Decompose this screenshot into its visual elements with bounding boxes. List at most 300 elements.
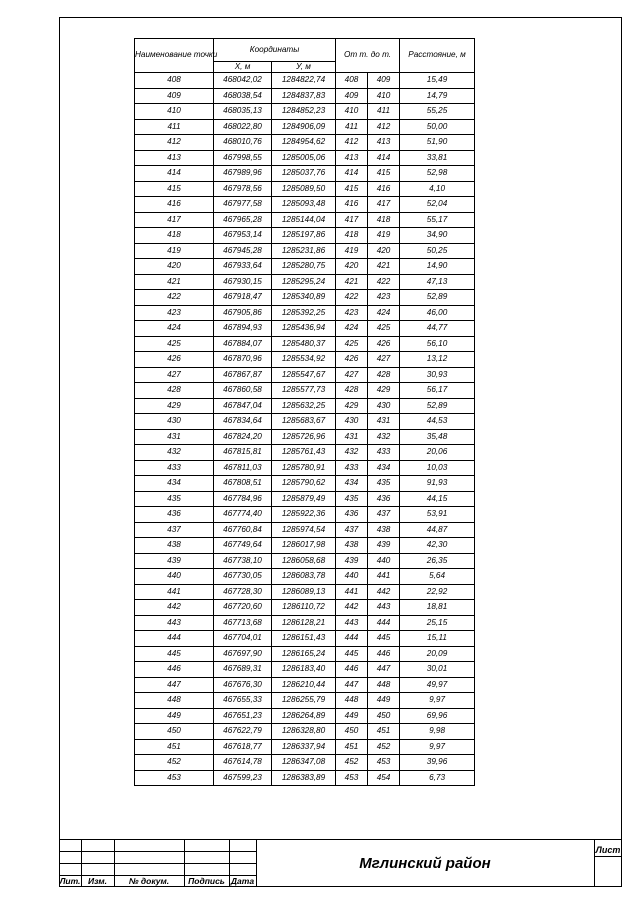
x-cell: 468010,76 xyxy=(214,135,272,151)
to-cell: 414 xyxy=(368,150,400,166)
to-cell: 431 xyxy=(368,414,400,430)
table-row xyxy=(135,445,475,461)
distance-cell: 22,92 xyxy=(400,584,475,600)
x-cell: 467676,30 xyxy=(214,677,272,693)
to-cell: 418 xyxy=(368,212,400,228)
distance-cell: 4,10 xyxy=(400,181,475,197)
distance-cell: 9,98 xyxy=(400,724,475,740)
point-cell: 409 xyxy=(135,88,214,104)
point-cell: 417 xyxy=(135,212,214,228)
point-cell: 449 xyxy=(135,708,214,724)
from-cell: 449 xyxy=(336,708,368,724)
header-from-to: От т. до т. xyxy=(336,39,400,73)
x-cell: 467760,84 xyxy=(214,522,272,538)
table-row xyxy=(135,398,475,414)
from-cell: 420 xyxy=(336,259,368,275)
table-row xyxy=(135,507,475,523)
header-y: У, м xyxy=(272,62,336,73)
point-cell: 424 xyxy=(135,321,214,337)
table-row xyxy=(135,476,475,492)
from-cell: 442 xyxy=(336,600,368,616)
from-cell: 428 xyxy=(336,383,368,399)
point-cell: 448 xyxy=(135,693,214,709)
y-cell: 1286328,80 xyxy=(272,724,336,740)
y-cell: 1286383,89 xyxy=(272,770,336,786)
to-cell: 417 xyxy=(368,197,400,213)
to-cell: 443 xyxy=(368,600,400,616)
y-cell: 1285790,62 xyxy=(272,476,336,492)
x-cell: 467618,77 xyxy=(214,739,272,755)
table-row xyxy=(135,352,475,368)
from-cell: 437 xyxy=(336,522,368,538)
table-row xyxy=(135,290,475,306)
table-row xyxy=(135,615,475,631)
from-cell: 443 xyxy=(336,615,368,631)
from-cell: 430 xyxy=(336,414,368,430)
from-cell: 419 xyxy=(336,243,368,259)
y-cell: 1284906,09 xyxy=(272,119,336,135)
to-cell: 436 xyxy=(368,491,400,507)
point-cell: 452 xyxy=(135,755,214,771)
y-cell: 1285231,86 xyxy=(272,243,336,259)
distance-cell: 14,79 xyxy=(400,88,475,104)
to-cell: 452 xyxy=(368,739,400,755)
from-cell: 423 xyxy=(336,305,368,321)
table-row xyxy=(135,631,475,647)
point-cell: 422 xyxy=(135,290,214,306)
distance-cell: 39,96 xyxy=(400,755,475,771)
x-cell: 467689,31 xyxy=(214,662,272,678)
to-cell: 423 xyxy=(368,290,400,306)
stamp-line xyxy=(59,863,256,864)
y-cell: 1285780,91 xyxy=(272,460,336,476)
to-cell: 438 xyxy=(368,522,400,538)
y-cell: 1286128,21 xyxy=(272,615,336,631)
distance-cell: 18,81 xyxy=(400,600,475,616)
x-cell: 467614,78 xyxy=(214,755,272,771)
y-cell: 1285436,94 xyxy=(272,321,336,337)
x-cell: 467599,23 xyxy=(214,770,272,786)
to-cell: 429 xyxy=(368,383,400,399)
table-row xyxy=(135,274,475,290)
to-cell: 441 xyxy=(368,569,400,585)
table-row xyxy=(135,119,475,135)
x-cell: 467978,56 xyxy=(214,181,272,197)
from-cell: 453 xyxy=(336,770,368,786)
x-cell: 467730,05 xyxy=(214,569,272,585)
x-cell: 468022,80 xyxy=(214,119,272,135)
distance-cell: 20,06 xyxy=(400,445,475,461)
table-row xyxy=(135,414,475,430)
y-cell: 1285093,48 xyxy=(272,197,336,213)
distance-cell: 25,15 xyxy=(400,615,475,631)
point-cell: 433 xyxy=(135,460,214,476)
point-cell: 441 xyxy=(135,584,214,600)
distance-cell: 44,53 xyxy=(400,414,475,430)
table-row xyxy=(135,708,475,724)
table-row xyxy=(135,367,475,383)
to-cell: 422 xyxy=(368,274,400,290)
stamp-line xyxy=(59,851,256,852)
distance-cell: 26,35 xyxy=(400,553,475,569)
point-cell: 412 xyxy=(135,135,214,151)
to-cell: 439 xyxy=(368,538,400,554)
y-cell: 1285197,86 xyxy=(272,228,336,244)
point-cell: 450 xyxy=(135,724,214,740)
table-row xyxy=(135,88,475,104)
table-row xyxy=(135,491,475,507)
to-cell: 419 xyxy=(368,228,400,244)
table-row xyxy=(135,770,475,786)
point-cell: 440 xyxy=(135,569,214,585)
y-cell: 1284954,62 xyxy=(272,135,336,151)
title-block xyxy=(59,839,622,887)
y-cell: 1284852,23 xyxy=(272,104,336,120)
from-cell: 410 xyxy=(336,104,368,120)
y-cell: 1285547,67 xyxy=(272,367,336,383)
to-cell: 420 xyxy=(368,243,400,259)
to-cell: 440 xyxy=(368,553,400,569)
x-cell: 467989,96 xyxy=(214,166,272,182)
y-cell: 1286255,79 xyxy=(272,693,336,709)
to-cell: 421 xyxy=(368,259,400,275)
y-cell: 1286347,08 xyxy=(272,755,336,771)
point-cell: 425 xyxy=(135,336,214,352)
to-cell: 413 xyxy=(368,135,400,151)
y-cell: 1284822,74 xyxy=(272,73,336,89)
distance-cell: 15,49 xyxy=(400,73,475,89)
from-cell: 417 xyxy=(336,212,368,228)
x-cell: 467953,14 xyxy=(214,228,272,244)
stamp-sheet-label: Лист xyxy=(595,845,621,855)
x-cell: 467749,64 xyxy=(214,538,272,554)
to-cell: 415 xyxy=(368,166,400,182)
point-cell: 439 xyxy=(135,553,214,569)
to-cell: 411 xyxy=(368,104,400,120)
y-cell: 1285632,25 xyxy=(272,398,336,414)
table-row xyxy=(135,584,475,600)
distance-cell: 44,87 xyxy=(400,522,475,538)
to-cell: 434 xyxy=(368,460,400,476)
stamp-label-change: Изм. xyxy=(88,876,107,886)
from-cell: 408 xyxy=(336,73,368,89)
table-row xyxy=(135,460,475,476)
x-cell: 467728,30 xyxy=(214,584,272,600)
y-cell: 1285340,89 xyxy=(272,290,336,306)
to-cell: 454 xyxy=(368,770,400,786)
to-cell: 409 xyxy=(368,73,400,89)
distance-cell: 35,48 xyxy=(400,429,475,445)
point-cell: 444 xyxy=(135,631,214,647)
from-cell: 451 xyxy=(336,739,368,755)
y-cell: 1286151,43 xyxy=(272,631,336,647)
point-cell: 438 xyxy=(135,538,214,554)
from-cell: 441 xyxy=(336,584,368,600)
distance-cell: 42,30 xyxy=(400,538,475,554)
y-cell: 1285392,25 xyxy=(272,305,336,321)
point-cell: 428 xyxy=(135,383,214,399)
table-row xyxy=(135,212,475,228)
header-coordinates: Координаты xyxy=(214,39,336,62)
y-cell: 1285005,06 xyxy=(272,150,336,166)
distance-cell: 33,81 xyxy=(400,150,475,166)
point-cell: 408 xyxy=(135,73,214,89)
table-row xyxy=(135,135,475,151)
point-cell: 416 xyxy=(135,197,214,213)
point-cell: 420 xyxy=(135,259,214,275)
distance-cell: 30,93 xyxy=(400,367,475,383)
point-cell: 442 xyxy=(135,600,214,616)
from-cell: 421 xyxy=(336,274,368,290)
distance-cell: 30,01 xyxy=(400,662,475,678)
x-cell: 467870,96 xyxy=(214,352,272,368)
x-cell: 468042,02 xyxy=(214,73,272,89)
table-row xyxy=(135,677,475,693)
point-cell: 419 xyxy=(135,243,214,259)
point-cell: 429 xyxy=(135,398,214,414)
distance-cell: 47,13 xyxy=(400,274,475,290)
y-cell: 1285534,92 xyxy=(272,352,336,368)
to-cell: 446 xyxy=(368,646,400,662)
to-cell: 410 xyxy=(368,88,400,104)
from-cell: 413 xyxy=(336,150,368,166)
from-cell: 433 xyxy=(336,460,368,476)
distance-cell: 50,25 xyxy=(400,243,475,259)
x-cell: 467905,86 xyxy=(214,305,272,321)
to-cell: 412 xyxy=(368,119,400,135)
distance-cell: 13,12 xyxy=(400,352,475,368)
point-cell: 432 xyxy=(135,445,214,461)
to-cell: 433 xyxy=(368,445,400,461)
table-row xyxy=(135,755,475,771)
distance-cell: 9,97 xyxy=(400,739,475,755)
y-cell: 1285577,73 xyxy=(272,383,336,399)
point-cell: 423 xyxy=(135,305,214,321)
to-cell: 428 xyxy=(368,367,400,383)
point-cell: 453 xyxy=(135,770,214,786)
x-cell: 467933,64 xyxy=(214,259,272,275)
from-cell: 434 xyxy=(336,476,368,492)
from-cell: 446 xyxy=(336,662,368,678)
table-row xyxy=(135,724,475,740)
distance-cell: 91,93 xyxy=(400,476,475,492)
from-cell: 436 xyxy=(336,507,368,523)
x-cell: 467738,10 xyxy=(214,553,272,569)
table-row xyxy=(135,321,475,337)
distance-cell: 69,96 xyxy=(400,708,475,724)
y-cell: 1285037,76 xyxy=(272,166,336,182)
from-cell: 444 xyxy=(336,631,368,647)
table-row xyxy=(135,166,475,182)
x-cell: 467713,68 xyxy=(214,615,272,631)
table-row xyxy=(135,569,475,585)
distance-cell: 44,77 xyxy=(400,321,475,337)
x-cell: 467808,51 xyxy=(214,476,272,492)
stamp-title: Мглинский район xyxy=(359,854,491,872)
table-row xyxy=(135,150,475,166)
table-row xyxy=(135,739,475,755)
table-row xyxy=(135,429,475,445)
distance-cell: 14,90 xyxy=(400,259,475,275)
from-cell: 418 xyxy=(336,228,368,244)
x-cell: 467834,64 xyxy=(214,414,272,430)
from-cell: 414 xyxy=(336,166,368,182)
distance-cell: 46,00 xyxy=(400,305,475,321)
from-cell: 450 xyxy=(336,724,368,740)
x-cell: 467651,23 xyxy=(214,708,272,724)
y-cell: 1286264,89 xyxy=(272,708,336,724)
point-cell: 436 xyxy=(135,507,214,523)
from-cell: 440 xyxy=(336,569,368,585)
point-cell: 413 xyxy=(135,150,214,166)
point-cell: 430 xyxy=(135,414,214,430)
table-row xyxy=(135,693,475,709)
from-cell: 427 xyxy=(336,367,368,383)
from-cell: 429 xyxy=(336,398,368,414)
y-cell: 1286083,78 xyxy=(272,569,336,585)
to-cell: 449 xyxy=(368,693,400,709)
x-cell: 467815,81 xyxy=(214,445,272,461)
from-cell: 447 xyxy=(336,677,368,693)
from-cell: 426 xyxy=(336,352,368,368)
distance-cell: 44,15 xyxy=(400,491,475,507)
table-row xyxy=(135,336,475,352)
x-cell: 467704,01 xyxy=(214,631,272,647)
to-cell: 444 xyxy=(368,615,400,631)
x-cell: 467860,58 xyxy=(214,383,272,399)
point-cell: 410 xyxy=(135,104,214,120)
from-cell: 438 xyxy=(336,538,368,554)
table-row xyxy=(135,104,475,120)
y-cell: 1286017,98 xyxy=(272,538,336,554)
x-cell: 467977,58 xyxy=(214,197,272,213)
table-row xyxy=(135,305,475,321)
distance-cell: 9,97 xyxy=(400,693,475,709)
to-cell: 424 xyxy=(368,305,400,321)
x-cell: 468035,13 xyxy=(214,104,272,120)
distance-cell: 20,09 xyxy=(400,646,475,662)
table-row xyxy=(135,662,475,678)
point-cell: 451 xyxy=(135,739,214,755)
to-cell: 426 xyxy=(368,336,400,352)
x-cell: 467720,60 xyxy=(214,600,272,616)
y-cell: 1286110,72 xyxy=(272,600,336,616)
distance-cell: 5,64 xyxy=(400,569,475,585)
table-row xyxy=(135,228,475,244)
table-row xyxy=(135,73,475,89)
table-row xyxy=(135,243,475,259)
x-cell: 467894,93 xyxy=(214,321,272,337)
point-cell: 443 xyxy=(135,615,214,631)
y-cell: 1285683,67 xyxy=(272,414,336,430)
y-cell: 1286089,13 xyxy=(272,584,336,600)
from-cell: 432 xyxy=(336,445,368,461)
table-row xyxy=(135,646,475,662)
y-cell: 1286058,68 xyxy=(272,553,336,569)
table-row xyxy=(135,522,475,538)
table-row xyxy=(135,181,475,197)
x-cell: 467622,79 xyxy=(214,724,272,740)
distance-cell: 49,97 xyxy=(400,677,475,693)
from-cell: 412 xyxy=(336,135,368,151)
y-cell: 1286210,44 xyxy=(272,677,336,693)
distance-cell: 53,91 xyxy=(400,507,475,523)
y-cell: 1285089,50 xyxy=(272,181,336,197)
y-cell: 1285726,96 xyxy=(272,429,336,445)
distance-cell: 52,98 xyxy=(400,166,475,182)
distance-cell: 56,17 xyxy=(400,383,475,399)
to-cell: 427 xyxy=(368,352,400,368)
point-cell: 431 xyxy=(135,429,214,445)
distance-cell: 55,17 xyxy=(400,212,475,228)
table-row xyxy=(135,600,475,616)
stamp-line xyxy=(594,856,622,857)
stamp-label-date: Дата xyxy=(230,876,255,886)
to-cell: 445 xyxy=(368,631,400,647)
distance-cell: 56,10 xyxy=(400,336,475,352)
header-point-name: Наименование точки xyxy=(135,39,214,73)
to-cell: 430 xyxy=(368,398,400,414)
from-cell: 416 xyxy=(336,197,368,213)
y-cell: 1285761,43 xyxy=(272,445,336,461)
from-cell: 424 xyxy=(336,321,368,337)
x-cell: 467918,47 xyxy=(214,290,272,306)
to-cell: 451 xyxy=(368,724,400,740)
x-cell: 467811,03 xyxy=(214,460,272,476)
distance-cell: 6,73 xyxy=(400,770,475,786)
from-cell: 435 xyxy=(336,491,368,507)
y-cell: 1286183,40 xyxy=(272,662,336,678)
distance-cell: 52,04 xyxy=(400,197,475,213)
table-row xyxy=(135,259,475,275)
point-cell: 434 xyxy=(135,476,214,492)
x-cell: 467965,28 xyxy=(214,212,272,228)
y-cell: 1285295,24 xyxy=(272,274,336,290)
from-cell: 452 xyxy=(336,755,368,771)
from-cell: 411 xyxy=(336,119,368,135)
x-cell: 467774,40 xyxy=(214,507,272,523)
y-cell: 1285280,75 xyxy=(272,259,336,275)
x-cell: 467824,20 xyxy=(214,429,272,445)
to-cell: 447 xyxy=(368,662,400,678)
from-cell: 415 xyxy=(336,181,368,197)
y-cell: 1285480,37 xyxy=(272,336,336,352)
point-cell: 411 xyxy=(135,119,214,135)
from-cell: 448 xyxy=(336,693,368,709)
from-cell: 425 xyxy=(336,336,368,352)
x-cell: 467930,15 xyxy=(214,274,272,290)
distance-cell: 15,11 xyxy=(400,631,475,647)
point-cell: 447 xyxy=(135,677,214,693)
y-cell: 1286337,94 xyxy=(272,739,336,755)
from-cell: 445 xyxy=(336,646,368,662)
to-cell: 432 xyxy=(368,429,400,445)
distance-cell: 34,90 xyxy=(400,228,475,244)
point-cell: 426 xyxy=(135,352,214,368)
from-cell: 439 xyxy=(336,553,368,569)
stamp-label-doc-no: № докум. xyxy=(128,876,170,886)
to-cell: 453 xyxy=(368,755,400,771)
to-cell: 450 xyxy=(368,708,400,724)
stamp-label-signature: Подпись xyxy=(188,876,225,886)
distance-cell: 52,89 xyxy=(400,398,475,414)
point-cell: 414 xyxy=(135,166,214,182)
table-row xyxy=(135,383,475,399)
y-cell: 1285879,49 xyxy=(272,491,336,507)
x-cell: 467784,96 xyxy=(214,491,272,507)
to-cell: 435 xyxy=(368,476,400,492)
point-cell: 446 xyxy=(135,662,214,678)
